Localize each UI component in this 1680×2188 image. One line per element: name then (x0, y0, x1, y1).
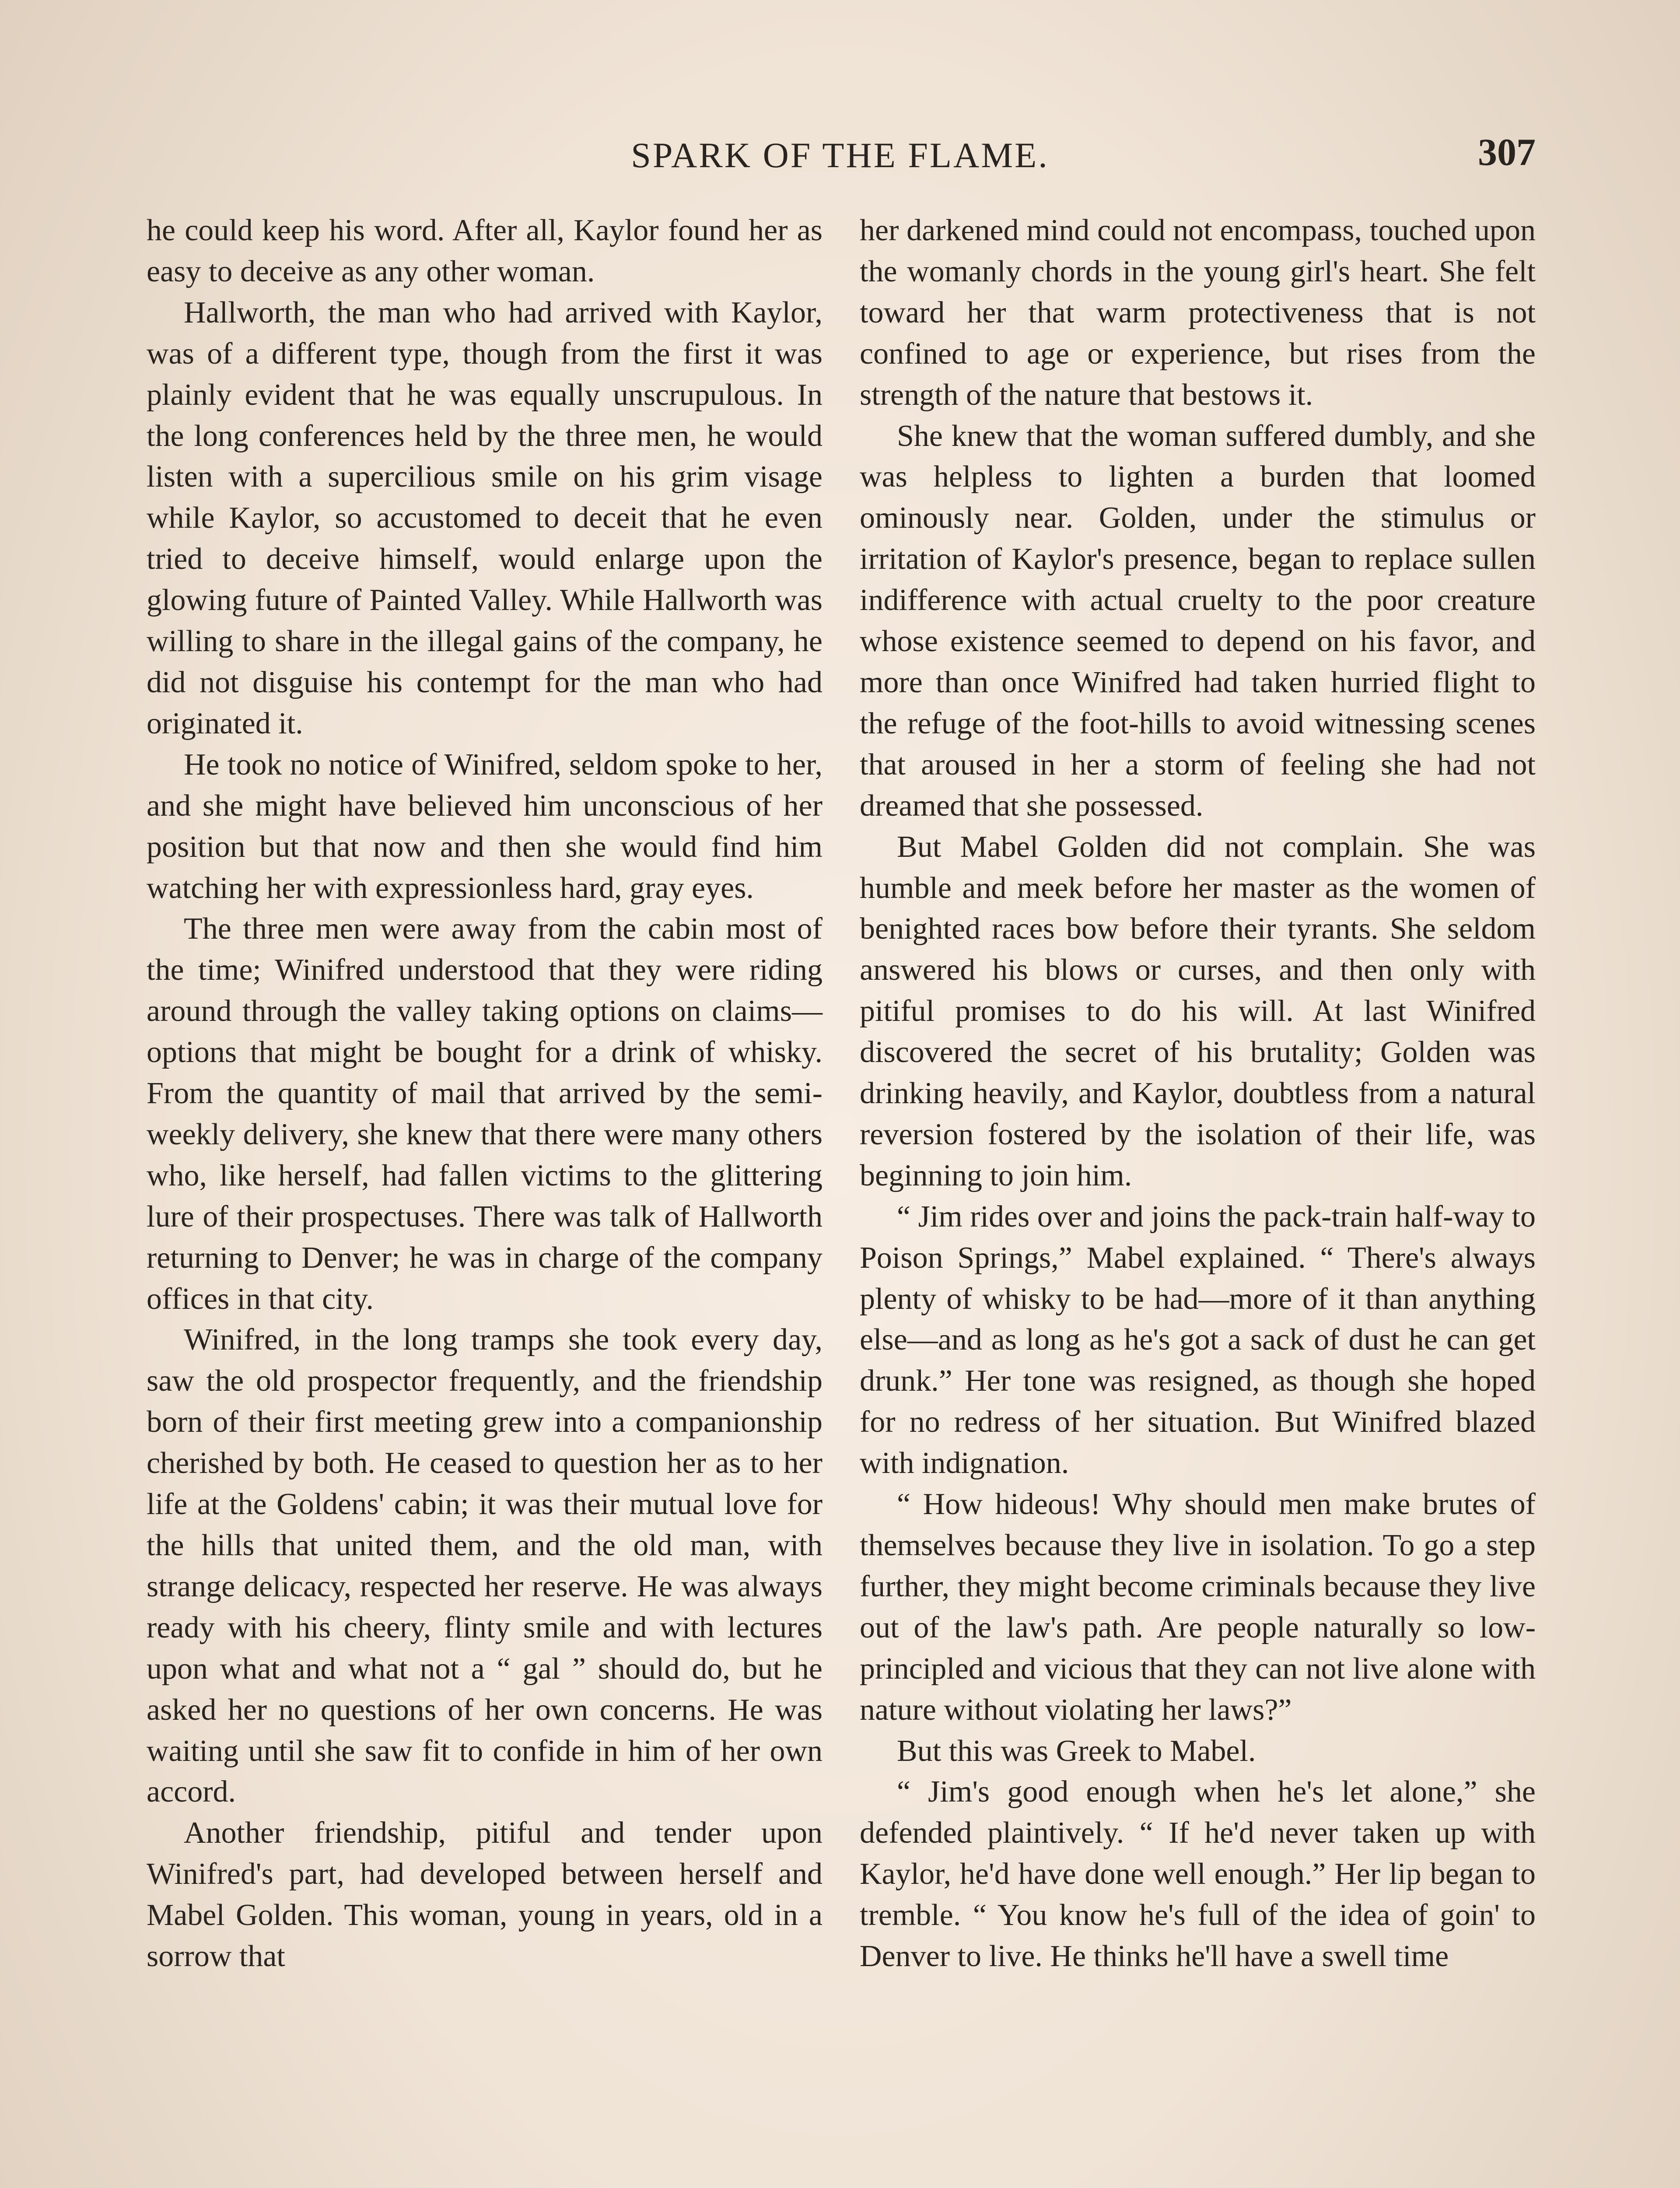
paragraph: “ Jim rides over and joins the pack-train half-way to Poison Springs,” Mabel explained. “ There's always plenty of whisky to be had—more of it than anything else—and as long as he's got a sack of dust he can get drunk.” Her tone was resigned, as though she hoped for no redress of her situation. But Winifred blazed with indignation. (860, 1199, 1536, 1480)
paragraph: He took no notice of Winifred, seldom spoke to her, and she might have believed him unconscious of her position but that now and then she would find him watching her with expressionless hard, gray eyes. (147, 747, 822, 905)
paragraph: Another friendship, pitiful and tender upon Winifred's part, had developed between herself and Mabel Golden. This woman, young in years, old in a sorrow that (147, 1816, 822, 1974)
paragraph: “ How hideous! Why should men make brutes of themselves because they live in isolation. To go a step further, they might become criminals because they live out of the law's path. Are people naturally so low-principled and vicious that they can not live alone with nature without violating her laws?” (860, 1487, 1536, 1727)
left-column (147, 210, 822, 1977)
page-header (140, 131, 1540, 179)
paragraph: Hallworth, the man who had arrived with Kaylor, was of a different type, though from the first it was plainly evident that he was equally unscrupulous. In the long conferences held by the three men, he would listen with a supercilious smile on his grim visage while Kaylor, so accustomed to deceit that he even tried to deceive himself, would enlarge upon the glowing future of Painted Valley. While Hallworth was willing to share in the illegal gains of the company, he did not disguise his contempt for the man who had originated it. (147, 295, 822, 740)
paragraph: But Mabel Golden did not complain. She was humble and meek before her master as the women of benighted races bow before their tyrants. She seldom answered his blows or curses, and then only with pitiful promises to do his will. At last Winifred discovered the secret of his brutality; Golden was drinking heavily, and Kaylor, doubtless from a natural reversion fostered by the isolation of their life, was beginning to join him. (860, 830, 1536, 1192)
paragraph: She knew that the woman suffered dumbly, and she was helpless to lighten a burden that loomed ominously near. Golden, under the stimulus or irritation of Kaylor's presence, began to replace sullen indifference with actual cruelty to the poor creature whose existence seemed to depend on his favor, and more than once Winifred had taken hurried flight to the refuge of the foot-hills to avoid witnessing scenes that aroused in her a storm of feeling she had not dreamed that she possessed. (860, 419, 1536, 823)
paragraph: “ Jim's good enough when he's let alone,” she defended plaintively. “ If he'd never taken up with Kaylor, he'd have done well enough.” Her lip began to tremble. “ You know he's full of the idea of goin' to Denver to live. He thinks he'll have a swell time (860, 1775, 1536, 1974)
paragraph: But this was Greek to Mabel. (897, 1734, 1256, 1768)
paragraph: The three men were away from the cabin most of the time; Winifred understood that they were riding around through the valley taking options on claims—options that might be bought for a drink of whisky. From the quantity of mail that arrived by the semi-weekly delivery, she knew that there were many others who, like herself, had fallen victims to the glittering lure of their prospectuses. There was talk of Hallworth returning to Denver; he was in charge of the company offices in that city. (147, 912, 822, 1316)
paragraph: her darkened mind could not encompass, touched upon the womanly chords in the young girl's heart. She felt toward her that warm protectiveness that is not confined to age or experience, but rises from the strength of the nature that bestows it. (860, 214, 1536, 412)
paragraph: Winifred, in the long tramps she took every day, saw the old prospector frequently, and the friendship born of their first meeting grew into a companionship cherished by both. He ceased to question her as to her life at the Goldens' cabin; it was their mutual love for the hills that united them, and the old man, with strange delicacy, respected her reserve. He was always ready with his cheery, flinty smile and with lectures upon what and what not a “ gal ” should do, but he asked her no questions of her own concerns. He was waiting until she saw fit to confide in him of her own accord. (147, 1323, 822, 1809)
paragraph: he could keep his word. After all, Kaylor found her as easy to deceive as any other woman. (147, 214, 822, 288)
page-number: 307 (1478, 131, 1536, 174)
running-title: SPARK OF THE FLAME. (631, 135, 1049, 175)
right-column (860, 210, 1536, 1977)
